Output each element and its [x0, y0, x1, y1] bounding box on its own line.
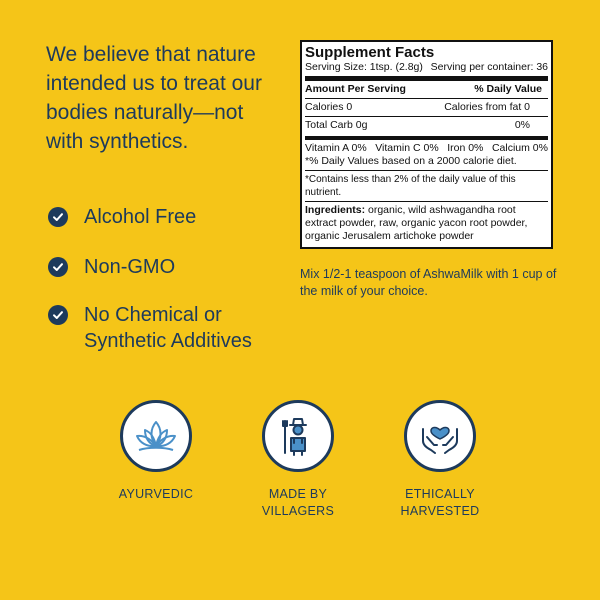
headline: We believe that nature intended us to treat our bodies naturally—not with synthetics.: [46, 43, 262, 153]
check-icon: [48, 305, 68, 325]
amount-header-row: [305, 81, 548, 98]
total-carb-dv: 0%: [514, 119, 530, 131]
calcium: Calcium 0%: [491, 142, 548, 154]
benefit-label: No Chemical or Synthetic Additives: [84, 304, 252, 352]
badge-label-line: HARVESTED: [400, 504, 480, 518]
badge-villagers: [228, 400, 368, 520]
less-than-note: *Contains less than 2% of the daily value of this nutrient.: [305, 174, 516, 198]
ingredients-text: organic, wild ashwagandha root extract powder, raw, organic yacon root powder, organic Jerusalem artichoke powder: [305, 204, 528, 242]
total-carb: Total Carb 0g: [305, 119, 368, 131]
vitamins-block: [305, 140, 548, 170]
dv-note: *% Daily Values based on a 2000 calorie diet.: [305, 155, 517, 167]
badge-ayurvedic: [86, 400, 226, 503]
lotus-icon: [120, 400, 192, 472]
badge-label-line: ETHICALLY: [405, 487, 475, 501]
benefit-item: [48, 204, 288, 230]
serving-row: [305, 61, 548, 74]
check-icon: [48, 207, 68, 227]
badge-label: [228, 486, 368, 520]
iron: Iron 0%: [447, 142, 484, 154]
benefit-item: [48, 254, 288, 280]
mix-instructions: Mix 1/2-1 teaspoon of AshwaMilk with 1 cup of the milk of your choice.: [300, 267, 557, 298]
vitamin-a: Vitamin A 0%: [305, 142, 367, 154]
badge-label-line: VILLAGERS: [261, 504, 335, 518]
badge-label-line: MADE BY: [268, 487, 328, 501]
total-carb-row: [305, 117, 548, 134]
benefit-item: [48, 302, 288, 354]
amount-header: Amount Per Serving: [305, 83, 406, 95]
dv-header: % Daily Value: [474, 83, 542, 95]
benefits-list: [48, 204, 288, 378]
servings-per-container: Serving per container: 36: [430, 61, 548, 73]
calories-row: [305, 99, 548, 116]
badge-label: [86, 486, 226, 503]
badge-label-line: AYURVEDIC: [118, 487, 194, 501]
calories: Calories 0: [305, 101, 353, 113]
serving-size: Serving Size: 1tsp. (2.8g): [305, 61, 423, 73]
check-icon: [48, 257, 68, 277]
vitamin-c: Vitamin C 0%: [375, 142, 439, 154]
ingredients: [305, 202, 548, 245]
benefit-label: Non-GMO: [84, 256, 176, 278]
calories-fat: Calories from fat 0: [444, 101, 530, 113]
benefit-label: Alcohol Free: [84, 206, 197, 228]
badge-label: [370, 486, 510, 520]
ingredients-label: Ingredients:: [305, 204, 366, 216]
supplement-facts-panel: [300, 40, 553, 249]
badge-ethically-harvested: [370, 400, 510, 520]
farmer-icon: [262, 400, 334, 472]
facts-title: Supplement Facts: [305, 44, 435, 61]
vitamins-row: [305, 142, 548, 155]
hands-heart-icon: [404, 400, 476, 472]
